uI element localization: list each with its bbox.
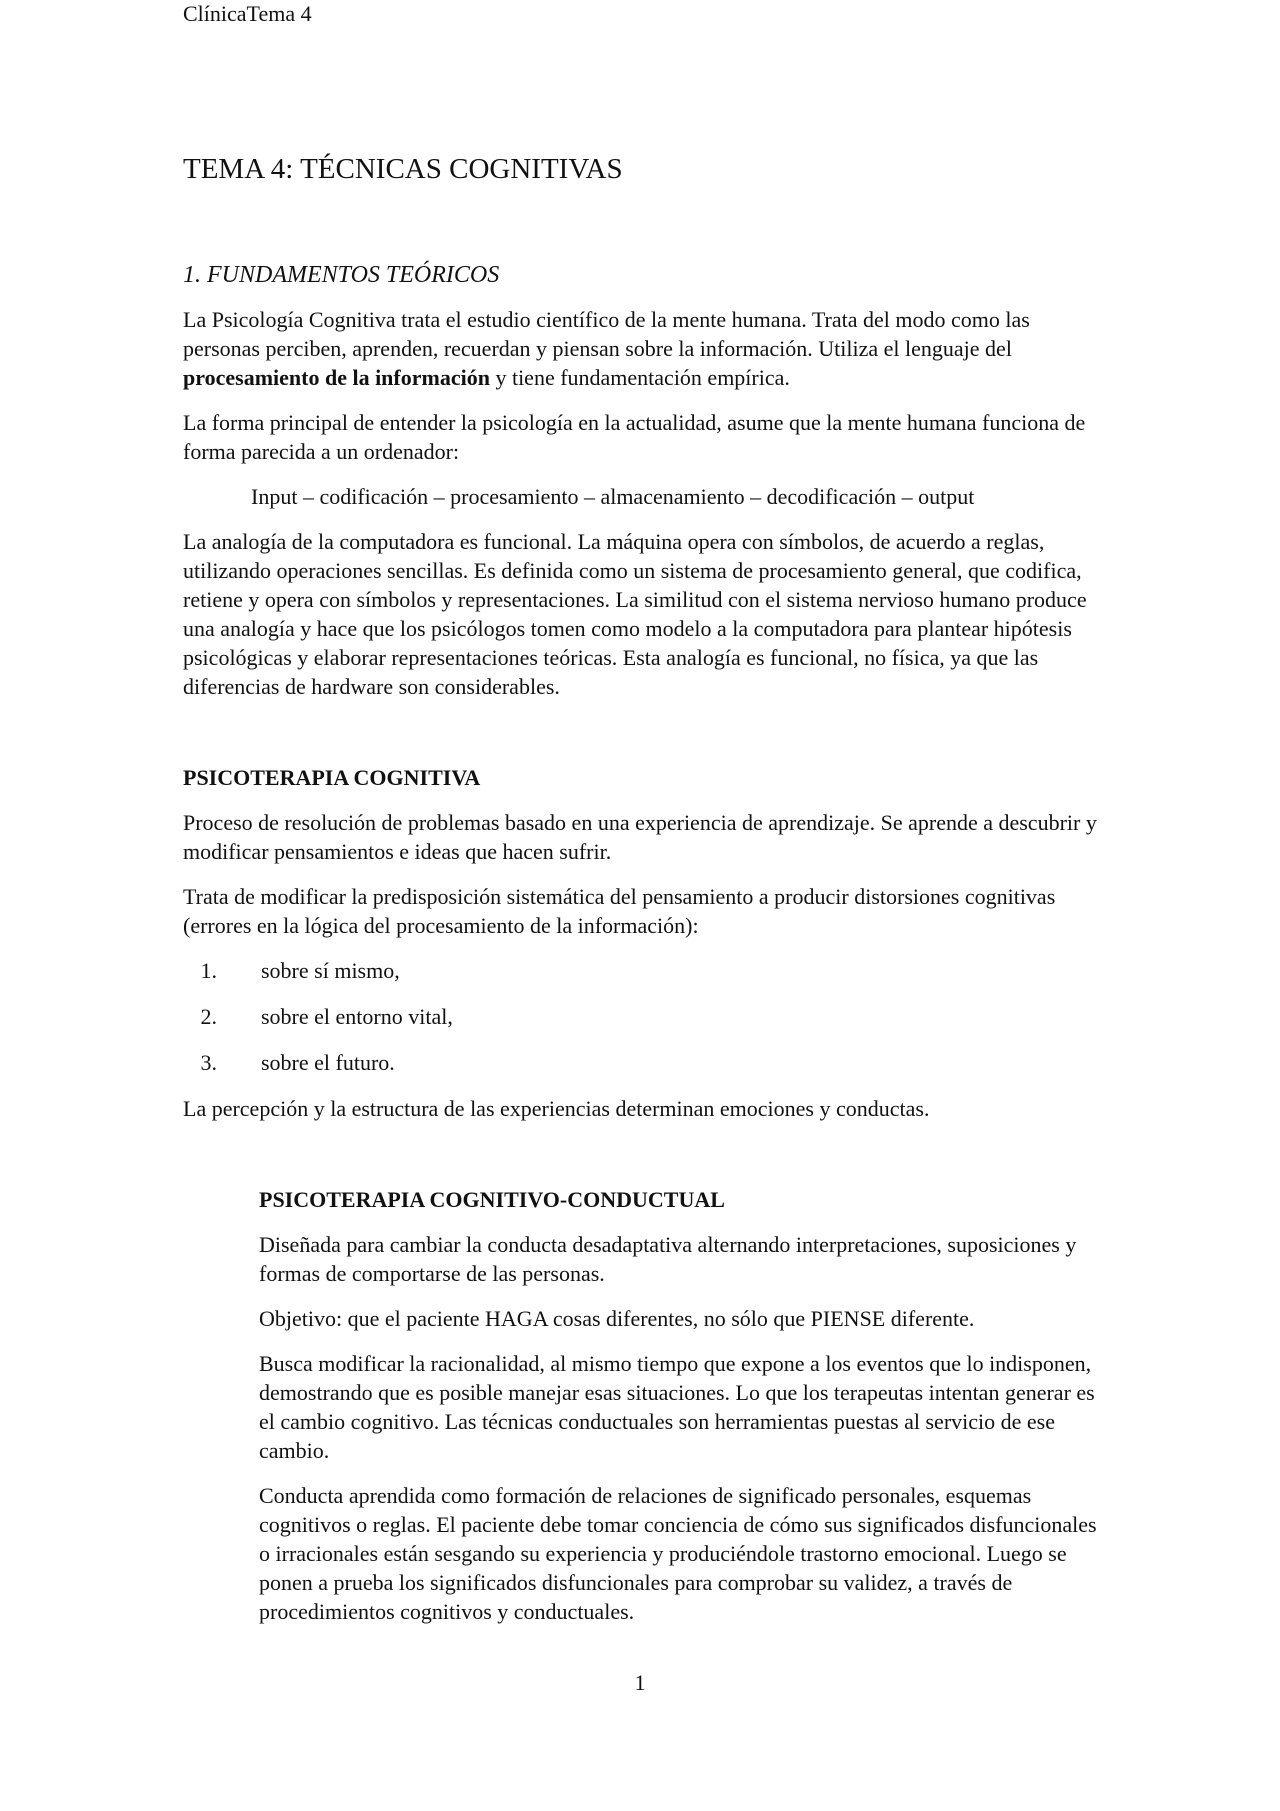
- section-heading-cognitivo-conductual: PSICOTERAPIA COGNITIVO-CONDUCTUAL: [259, 1187, 725, 1212]
- list-number: 1.: [200, 958, 217, 983]
- page-number: 1: [634, 1670, 646, 1695]
- document-title: TEMA 4: TÉCNICAS COGNITIVAS: [183, 153, 623, 185]
- list-text: sobre el entorno vital,: [261, 1004, 453, 1029]
- list-text: sobre sí mismo,: [261, 958, 400, 983]
- cognitivo-conductual-block: [259, 1185, 1103, 1626]
- paragraph-text: La Psicología Cognitiva trata el estudio científico de la mente humana. Trata del modo como las personas perciben, aprenden, recuerdan y piensan sobre la información. Utiliza el lenguaje del: [183, 307, 1030, 361]
- paragraph-ordenador: La forma principal de entender la psicología en la actualidad, asume que la mente humana funciona de forma parecida a un ordenador:: [183, 410, 1086, 464]
- spacer: [183, 717, 1103, 763]
- paragraph-percepcion: La percepción y la estructura de las experiencias determinan emociones y conductas.: [183, 1096, 930, 1121]
- list-number: 3.: [200, 1050, 217, 1075]
- paragraph-psicologia-cognitiva: [183, 305, 1103, 392]
- list-text: sobre el futuro.: [261, 1050, 395, 1075]
- list-item: [183, 1048, 1103, 1077]
- list-item: [183, 1002, 1103, 1031]
- paragraph-analogia: La analogía de la computadora es funcional. La máquina opera con símbolos, de acuerdo a reglas, utilizando operaciones sencillas. Es definida como un sistema de procesamiento general, que codifica, retiene y opera con símbolos y representaciones. La similitud con el sistema nervioso humano produce una analogía y hace que los psicólogos tomen como modelo a la computadora para plantear hipótesis psicológicas y elaborar representaciones teóricas. Esta analogía es funcional, no física, ya que las diferencias de hardware son considerables.: [183, 529, 1087, 699]
- paragraph-racionalidad: Busca modificar la racionalidad, al mismo tiempo que expone a los eventos que lo indisponen, demostrando que es posible manejar esas situaciones. Lo que los terapeutas intentan generar es el cambio cognitivo. Las técnicas conductuales son herramientas puestas al servicio de ese cambio.: [259, 1351, 1095, 1463]
- processing-flow-line: Input – codificación – procesamiento – almacenamiento – decodificación – output: [251, 484, 975, 509]
- running-header: ClínicaTema 4: [183, 1, 312, 26]
- paragraph-conducta-aprendida: Conducta aprendida como formación de relaciones de significado personales, esquemas cognitivos o reglas. El paciente debe tomar conciencia de cómo sus significados disfuncionales o irracionales están sesgando su experiencia y produciéndole trastorno emocional. Luego se ponen a prueba los significados disfuncionales para comprobar su validez, a través de procedimientos cognitivos y conductuales.: [259, 1483, 1097, 1624]
- spacer: [183, 1139, 1103, 1185]
- paragraph-disenada: Diseñada para cambiar la conducta desadaptativa alternando interpretaciones, suposiciones y formas de comportarse de las personas.: [259, 1232, 1077, 1286]
- list-item: [183, 956, 1103, 985]
- bold-term: procesamiento de la información: [183, 365, 490, 390]
- section-heading-fundamentos: 1. FUNDAMENTOS TEÓRICOS: [183, 262, 500, 288]
- document-body: [183, 151, 1103, 1642]
- list-number: 2.: [200, 1004, 217, 1029]
- paragraph-resolucion-problemas: Proceso de resolución de problemas basado en una experiencia de aprendizaje. Se aprende a descubrir y modificar pensamientos e ideas que hacen sufrir.: [183, 810, 1097, 864]
- distortions-list: [183, 956, 1103, 1077]
- paragraph-distorsiones: Trata de modificar la predisposición sistemática del pensamiento a producir distorsiones cognitivas (errores en la lógica del procesamiento de la información):: [183, 884, 1056, 938]
- paragraph-objetivo: Objetivo: que el paciente HAGA cosas diferentes, no sólo que PIENSE diferente.: [259, 1306, 975, 1331]
- paragraph-text: y tiene fundamentación empírica.: [489, 365, 790, 390]
- section-heading-psicoterapia-cognitiva: PSICOTERAPIA COGNITIVA: [183, 765, 481, 790]
